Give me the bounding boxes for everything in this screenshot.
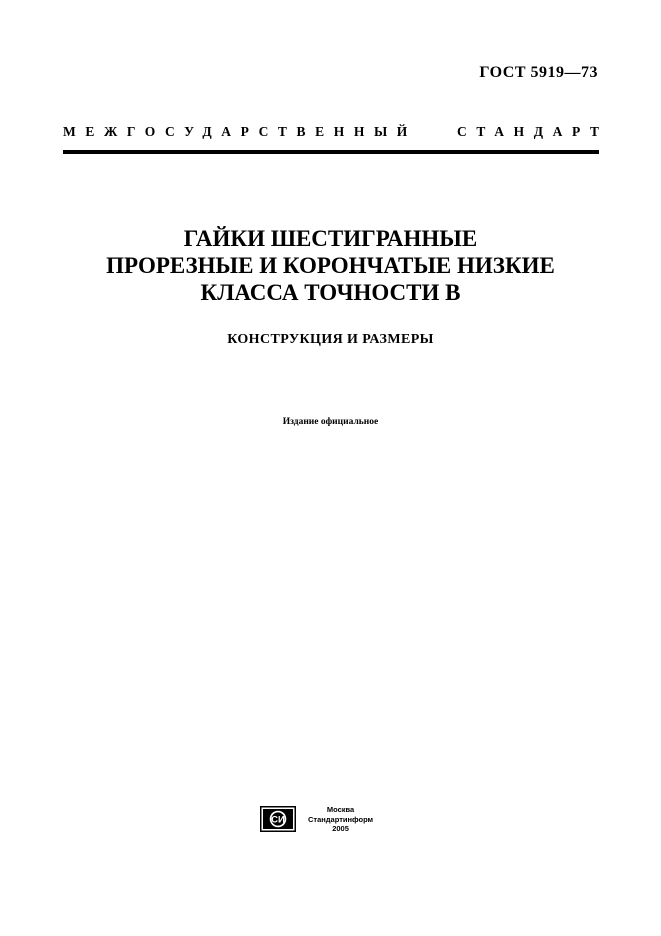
- publisher-name: Стандартинформ: [308, 814, 374, 824]
- document-title: [0, 225, 661, 306]
- standard-type-heading: [63, 124, 609, 140]
- logo-letters: СИ: [271, 814, 285, 826]
- document-subtitle: КОНСТРУКЦИЯ И РАЗМЕРЫ: [227, 332, 434, 347]
- imprint-text: [308, 805, 373, 834]
- standard-type-word-standard: СТАНДАРТ: [457, 124, 609, 139]
- publisher-city: Москва: [326, 805, 355, 814]
- standard-type-word-interstate: МЕЖГОСУДАРСТВЕННЫЙ: [63, 124, 417, 139]
- title-line-2: ПРОРЕЗНЫЕ И КОРОНЧАТЫЕ НИЗКИЕ: [106, 253, 555, 278]
- publisher-imprint: [260, 805, 373, 834]
- title-line-1: ГАЙКИ ШЕСТИГРАННЫЕ: [183, 226, 478, 251]
- publication-year: 2005: [332, 824, 349, 833]
- document-number: ГОСТ 5919—73: [479, 64, 598, 81]
- standartinform-logo-icon: [260, 806, 296, 832]
- edition-note: Издание официальное: [282, 417, 379, 427]
- title-line-3: КЛАССА ТОЧНОСТИ В: [200, 280, 461, 305]
- header-divider: [63, 150, 599, 154]
